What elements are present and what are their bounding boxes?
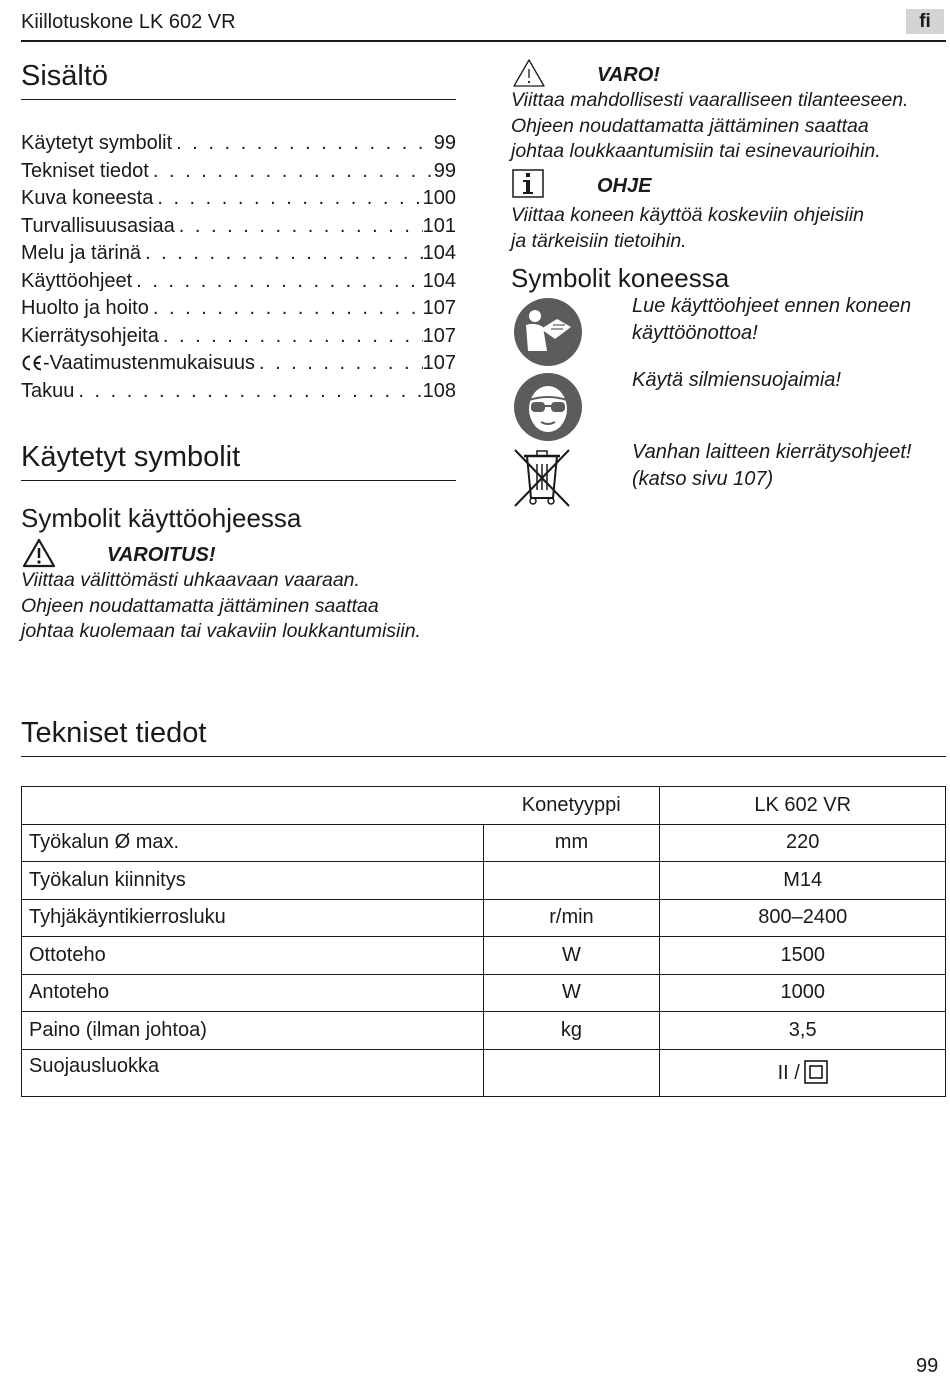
- toc-item[interactable]: -Vaatimustenmukaisuus . . . 107: [21, 350, 456, 378]
- toc-item[interactable]: Huolto ja hoito . . . 107: [21, 295, 456, 323]
- machine-symbols-heading: Symbolit koneessa: [511, 263, 730, 293]
- header-divider: [21, 40, 946, 42]
- note-label: OHJE: [597, 175, 652, 197]
- read-manual-text: Lue käyttöohjeet ennen koneen käyttöönottoa!: [632, 295, 912, 344]
- tech-heading: Tekniset tiedot: [21, 717, 207, 749]
- recycling-text: Vanhan laitteen kierrätysohjeet! (katso sivu 107): [632, 441, 912, 490]
- caution-triangle-icon: [512, 58, 546, 88]
- manual-symbols-heading: Symbolit käyttöohjeessa: [21, 503, 302, 533]
- table-row: Työkalun kiinnitys M14: [22, 862, 946, 900]
- toc-item[interactable]: Tekniset tiedot . . . 99: [21, 158, 456, 186]
- warning-triangle-icon: [22, 538, 56, 568]
- caution-description: Viittaa mahdollisesti vaaralliseen tilanteeseen. Ohjeen noudattamatta jättäminen saattaa johtaa loukkaantumisiin tai esinevaurioihin.: [511, 89, 909, 162]
- toc-item[interactable]: Turvallisuusasiaa . . . 101: [21, 213, 456, 241]
- toc-item[interactable]: Takuu . . . 108: [21, 378, 456, 406]
- toc-item[interactable]: Käytetyt symbolit . . . 99: [21, 130, 456, 158]
- page-number: 99: [916, 1355, 939, 1377]
- table-row: Suojausluokka II /: [22, 1049, 946, 1096]
- eye-protection-icon: [513, 372, 583, 442]
- symbols-heading-rule: [21, 480, 456, 481]
- table-row: Tyhjäkäyntikierrosluku r/min 800–2400: [22, 899, 946, 937]
- warning-description: Viittaa välittömästi uhkaavaan vaaraan. Ohjeen noudattamatta jättäminen saattaa johtaa kuolemaan tai vakaviin loukkantumisiin.: [21, 569, 421, 642]
- language-badge: fi: [906, 9, 944, 34]
- read-manual-icon: [513, 297, 583, 367]
- table-of-contents: [21, 130, 456, 405]
- ce-mark-icon: [21, 355, 43, 371]
- technical-data-table: [21, 786, 946, 1097]
- symbols-heading: Käytetyt symbolit: [21, 441, 241, 473]
- double-insulation-icon: [804, 1060, 828, 1084]
- caution-label: VARO!: [597, 64, 660, 86]
- eye-protection-text: Käytä silmiensuojaimia!: [632, 369, 841, 391]
- toc-heading: Sisältö: [21, 60, 109, 92]
- info-icon: [512, 169, 544, 198]
- table-row: Työkalun Ø max. mm 220: [22, 824, 946, 862]
- toc-item[interactable]: Käyttöohjeet . . . 104: [21, 268, 456, 296]
- crossed-bin-icon: [513, 446, 571, 508]
- machine-type-label: Konetyyppi: [483, 787, 660, 825]
- toc-heading-rule: [21, 99, 456, 100]
- table-row: Antoteho W 1000: [22, 974, 946, 1012]
- machine-type-value: LK 602 VR: [660, 787, 946, 825]
- toc-item[interactable]: Kuva koneesta . . . 100: [21, 185, 456, 213]
- tech-heading-rule: [21, 756, 946, 757]
- note-description: Viittaa koneen käyttöä koskeviin ohjeisiin ja tärkeisiin tietoihin.: [511, 204, 865, 252]
- warning-label: VAROITUS!: [107, 544, 216, 566]
- document-header-title: Kiillotuskone LK 602 VR: [21, 11, 236, 33]
- table-row: Ottoteho W 1500: [22, 937, 946, 975]
- toc-item[interactable]: Kierrätysohjeita . . . 107: [21, 323, 456, 351]
- table-header-row: [22, 787, 946, 825]
- table-row: Paino (ilman johtoa) kg 3,5: [22, 1012, 946, 1050]
- toc-item[interactable]: Melu ja tärinä . . . 104: [21, 240, 456, 268]
